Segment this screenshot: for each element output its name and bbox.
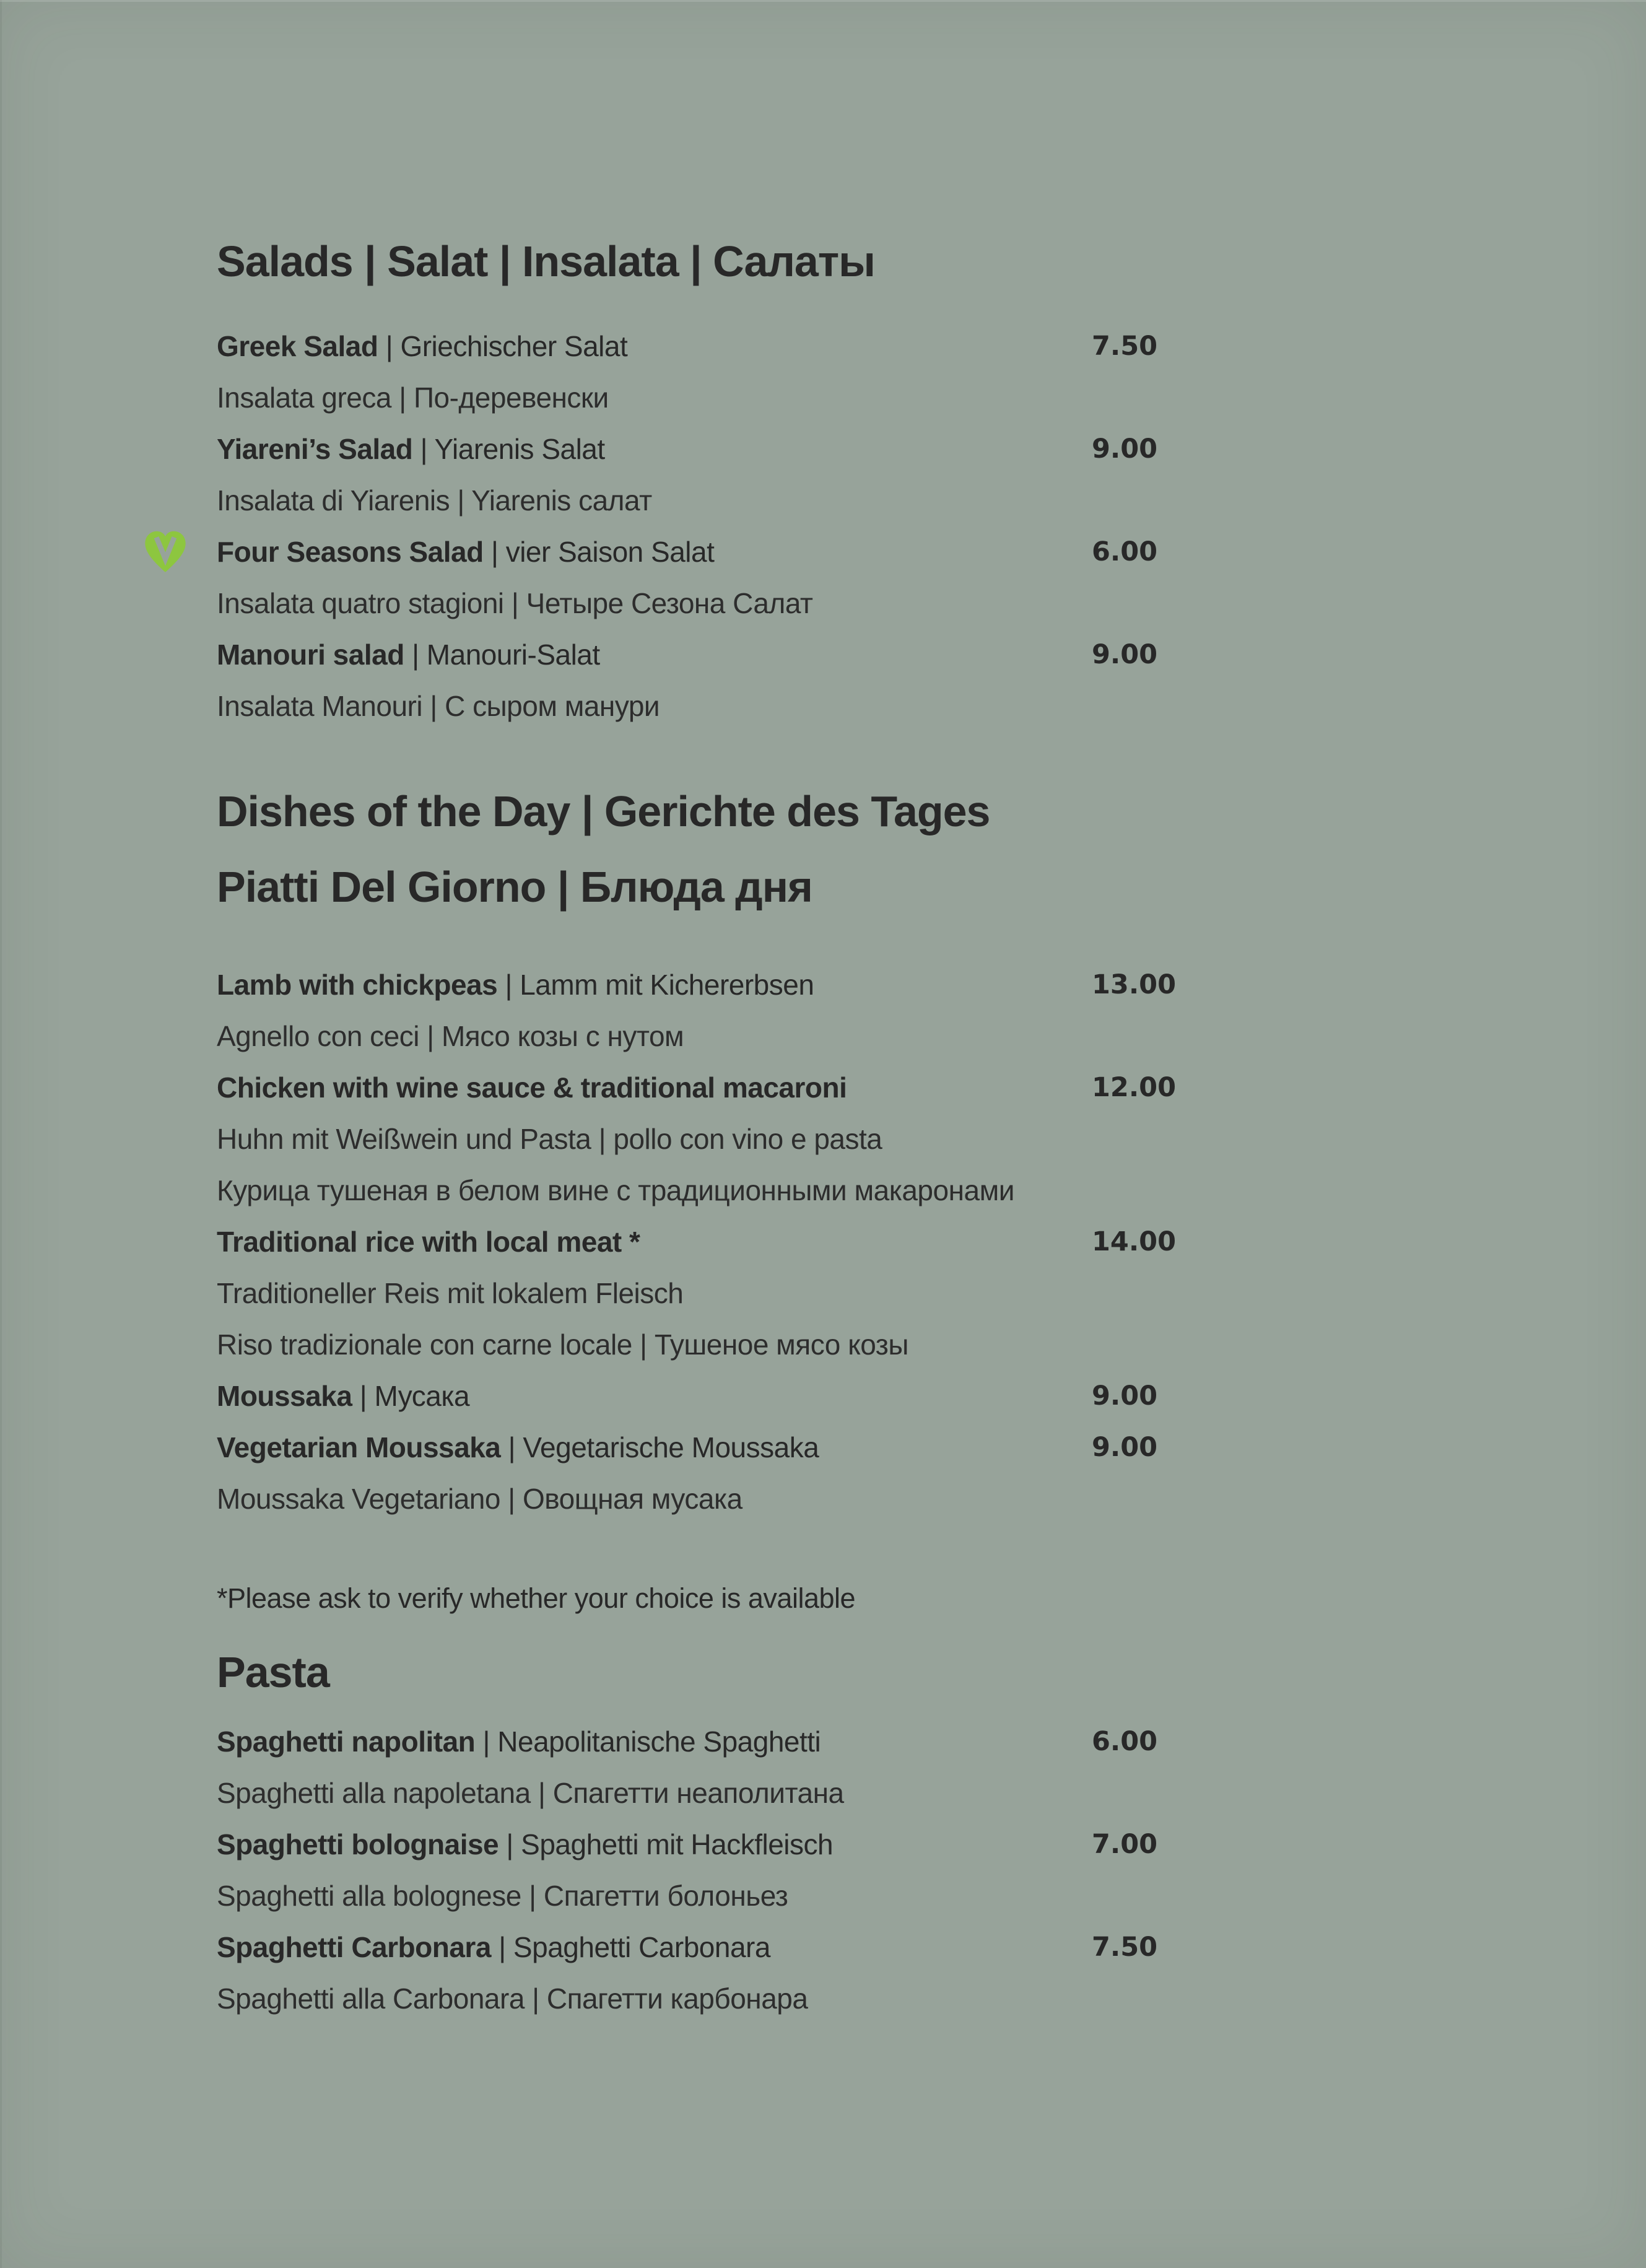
item-price: 7.00 bbox=[1092, 1829, 1158, 1860]
item-name: Spaghetti bolognaise bbox=[217, 1828, 499, 1860]
section-title-dishes bbox=[0, 774, 1646, 925]
menu-item-subline bbox=[0, 1268, 1646, 1319]
item-price: 7.50 bbox=[1092, 1932, 1158, 1963]
item-price: 9.00 bbox=[1092, 1432, 1158, 1463]
item-name: Vegetarian Moussaka bbox=[217, 1431, 501, 1463]
item-price: 14.00 bbox=[1092, 1226, 1177, 1257]
item-translation: | Spaghetti mit Hackfleisch bbox=[499, 1828, 834, 1860]
menu-item-subline bbox=[0, 1973, 1646, 2025]
item-name: Manouri salad bbox=[217, 639, 404, 671]
item-translation: | Vegetarische Moussaka bbox=[500, 1431, 819, 1463]
item-translation: | Manouri-Salat bbox=[404, 639, 600, 671]
menu-item-row bbox=[0, 1716, 1646, 1768]
item-subline-text: Spaghetti alla Carbonara | Спагетти карбонара bbox=[217, 1982, 808, 2015]
item-subline-text: Spaghetti alla bolognese | Спагетти болоньез bbox=[217, 1880, 788, 1912]
item-price: 9.00 bbox=[1092, 1380, 1158, 1411]
item-price: 7.50 bbox=[1092, 331, 1158, 362]
item-name: Four Seasons Salad bbox=[217, 536, 484, 568]
section-title-dishes-line2: Piatti Del Giorno | Блюда дня bbox=[217, 863, 812, 911]
item-name: Moussaka bbox=[217, 1380, 352, 1412]
item-subline-text: Insalata di Yiarenis | Yiarenis салат bbox=[217, 484, 652, 517]
item-subline-text: Traditioneller Reis mit lokalem Fleisch bbox=[217, 1277, 684, 1309]
item-translation: | Spaghetti Carbonara bbox=[490, 1931, 770, 1963]
item-subline-text: Huhn mit Weißwein und Pasta | pollo con vino e pasta bbox=[217, 1123, 882, 1155]
salads-item-list bbox=[0, 321, 1646, 732]
menu-item-row bbox=[0, 424, 1646, 475]
menu-item-row bbox=[0, 959, 1646, 1011]
item-price: 13.00 bbox=[1092, 969, 1177, 1000]
item-subline-text: Insalata greca | По-деревенски bbox=[217, 382, 609, 414]
item-name: Spaghetti Carbonara bbox=[217, 1931, 491, 1963]
item-name: Spaghetti napolitan bbox=[217, 1725, 476, 1758]
item-translation: | Griechischer Salat bbox=[378, 330, 628, 362]
menu-item-subline bbox=[0, 1011, 1646, 1062]
item-subline-text: Moussaka Vegetariano | Овощная мусака bbox=[217, 1483, 742, 1515]
item-price: 12.00 bbox=[1092, 1072, 1177, 1103]
item-subline-text: Riso tradizionale con carne locale | Тушеное мясо козы bbox=[217, 1328, 908, 1361]
item-name: Chicken with wine sauce & traditional macaroni bbox=[217, 1071, 847, 1104]
menu-item-row bbox=[0, 1371, 1646, 1422]
section-title-dishes-line1: Dishes of the Day | Gerichte des Tages bbox=[217, 787, 990, 835]
section-title-salads: Salads | Salat | Insalata | Салаты bbox=[217, 237, 875, 286]
menu-item-subline bbox=[0, 1870, 1646, 1922]
item-subline-text: Spaghetti alla napoletana | Спагетти неаполитана bbox=[217, 1777, 844, 1809]
menu-item-subline bbox=[0, 1768, 1646, 1819]
menu-item-row bbox=[0, 321, 1646, 372]
item-name: Lamb with chickpeas bbox=[217, 969, 498, 1001]
menu-item-row bbox=[0, 1216, 1646, 1268]
item-price: 6.00 bbox=[1092, 536, 1158, 567]
menu-item-subline bbox=[0, 1319, 1646, 1371]
item-translation: | Yiarenis Salat bbox=[412, 433, 605, 465]
menu-item-subline bbox=[0, 1473, 1646, 1525]
item-price: 9.00 bbox=[1092, 434, 1158, 465]
item-price: 6.00 bbox=[1092, 1726, 1158, 1757]
item-name: Traditional rice with local meat * bbox=[217, 1226, 640, 1258]
menu-item-row bbox=[0, 629, 1646, 681]
item-subline-text: Insalata Manouri | С сыром манури bbox=[217, 690, 660, 722]
item-name: Greek Salad bbox=[217, 330, 378, 362]
item-price: 9.00 bbox=[1092, 639, 1158, 670]
menu-item-row bbox=[0, 1422, 1646, 1473]
section-title-pasta: Pasta bbox=[217, 1648, 329, 1696]
menu-item-row bbox=[0, 1922, 1646, 1973]
menu-item-subline bbox=[0, 372, 1646, 424]
menu-item-subline bbox=[0, 578, 1646, 629]
item-translation: | Neapolitanische Spaghetti bbox=[475, 1725, 821, 1758]
item-subline-text: Insalata quatro stagioni | Четыре Сезона Салат bbox=[217, 587, 813, 619]
item-subline-text: Курица тушеная в белом вине с традиционными макаронами bbox=[217, 1174, 1014, 1206]
menu-item-subline bbox=[0, 475, 1646, 526]
menu-item-row bbox=[0, 1062, 1646, 1114]
menu-item-subline bbox=[0, 681, 1646, 732]
footnote: *Please ask to verify whether your choice is available bbox=[217, 1582, 856, 1614]
item-translation: | vier Saison Salat bbox=[483, 536, 715, 568]
pasta-item-list bbox=[0, 1716, 1646, 2025]
item-translation: | Мусака bbox=[352, 1380, 470, 1412]
item-translation: | Lamm mit Kichererbsen bbox=[497, 969, 814, 1001]
menu-item-subline bbox=[0, 1114, 1646, 1165]
item-subline-text: Agnello con ceci | Мясо козы с нутом bbox=[217, 1020, 684, 1052]
vegan-heart-icon bbox=[141, 529, 189, 576]
menu-item-row bbox=[0, 526, 1646, 578]
menu-item-subline bbox=[0, 1165, 1646, 1216]
dishes-item-list bbox=[0, 959, 1646, 1525]
item-name: Yiareni’s Salad bbox=[217, 433, 413, 465]
menu-item-row bbox=[0, 1819, 1646, 1870]
